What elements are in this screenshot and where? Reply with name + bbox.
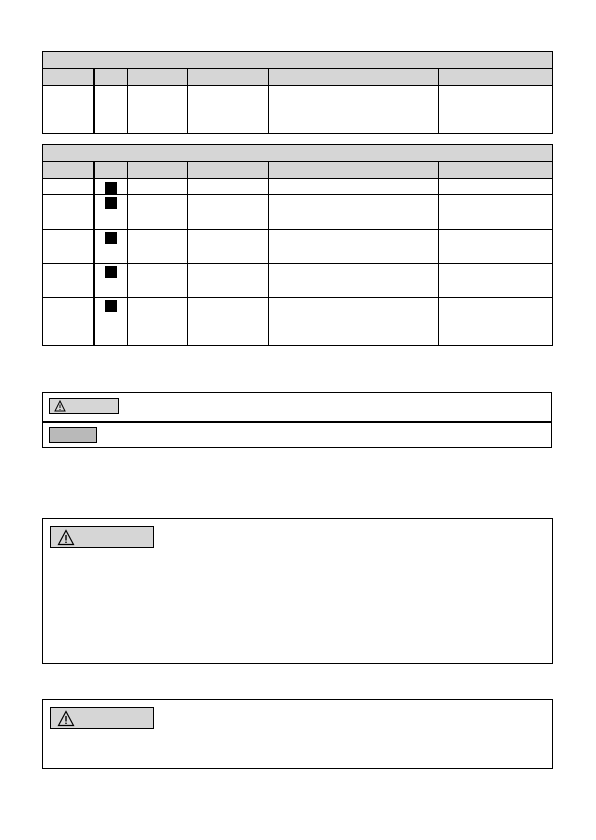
table-cell (94, 195, 128, 230)
warning-triangle-icon (57, 710, 75, 727)
note-label-tag (49, 427, 97, 443)
table-cell (43, 264, 94, 298)
warning-triangle-icon (54, 400, 66, 412)
caution-notice-box (42, 392, 552, 448)
table-two-header-cell (43, 162, 94, 179)
table-cell (439, 298, 553, 346)
table-one-header-cell (43, 69, 94, 86)
filled-square-marker (105, 232, 117, 244)
table-cell (269, 264, 439, 298)
table-cell (188, 195, 269, 230)
table-cell (439, 264, 553, 298)
warning-label-tag (50, 526, 154, 548)
table-cell (439, 179, 553, 195)
table-cell (269, 298, 439, 346)
table-row (43, 264, 553, 298)
table-cell (128, 230, 188, 264)
table-cell (128, 264, 188, 298)
filled-square-marker (105, 197, 117, 209)
table-two-title-row (43, 145, 553, 162)
table-cell (269, 195, 439, 230)
table-one-header-cell (94, 69, 128, 86)
filled-square-marker (105, 182, 117, 194)
warning-box (42, 518, 553, 664)
table-cell (94, 230, 128, 264)
table-row (43, 230, 553, 264)
table-cell (188, 298, 269, 346)
table-cell (43, 179, 94, 195)
table-row (43, 179, 553, 195)
table-cell (43, 195, 94, 230)
table-cell (94, 264, 128, 298)
table-cell (269, 86, 439, 134)
table-cell (188, 230, 269, 264)
table-cell (439, 195, 553, 230)
table-cell (188, 86, 269, 134)
table-cell (439, 230, 553, 264)
table-one-title-row (43, 52, 553, 69)
table-cell (43, 298, 94, 346)
table-cell (269, 230, 439, 264)
filled-square-marker (105, 300, 117, 312)
warning-label-tag (50, 707, 154, 729)
table-cell (94, 86, 128, 134)
table-cell (43, 86, 94, 134)
warning-box (42, 699, 553, 769)
table-cell (94, 179, 128, 195)
spec-table-two (42, 144, 553, 346)
table-two-header-cell (128, 162, 188, 179)
filled-square-marker (105, 266, 117, 278)
table-cell (188, 179, 269, 195)
table-one-title (43, 52, 553, 69)
warning-triangle-icon (57, 529, 75, 546)
caution-label-tag (49, 398, 119, 414)
table-cell (188, 264, 269, 298)
table-cell (128, 86, 188, 134)
divider (43, 421, 551, 423)
table-one-header-cell (269, 69, 439, 86)
table-cell (439, 86, 553, 134)
spec-table-one (42, 51, 553, 134)
table-row (43, 86, 553, 134)
table-two-title (43, 145, 553, 162)
table-two-header-cell (269, 162, 439, 179)
table-one-header-row (43, 69, 553, 86)
table-cell (128, 298, 188, 346)
table-two-header-cell (94, 162, 128, 179)
table-one-header-cell (439, 69, 553, 86)
table-cell (94, 298, 128, 346)
table-row (43, 298, 553, 346)
table-two-header-cell (188, 162, 269, 179)
table-cell (128, 179, 188, 195)
table-cell (128, 195, 188, 230)
table-cell (43, 230, 94, 264)
table-cell (269, 179, 439, 195)
table-one-header-cell (188, 69, 269, 86)
table-row (43, 195, 553, 230)
table-two-header-row (43, 162, 553, 179)
table-two-header-cell (439, 162, 553, 179)
table-one-header-cell (128, 69, 188, 86)
